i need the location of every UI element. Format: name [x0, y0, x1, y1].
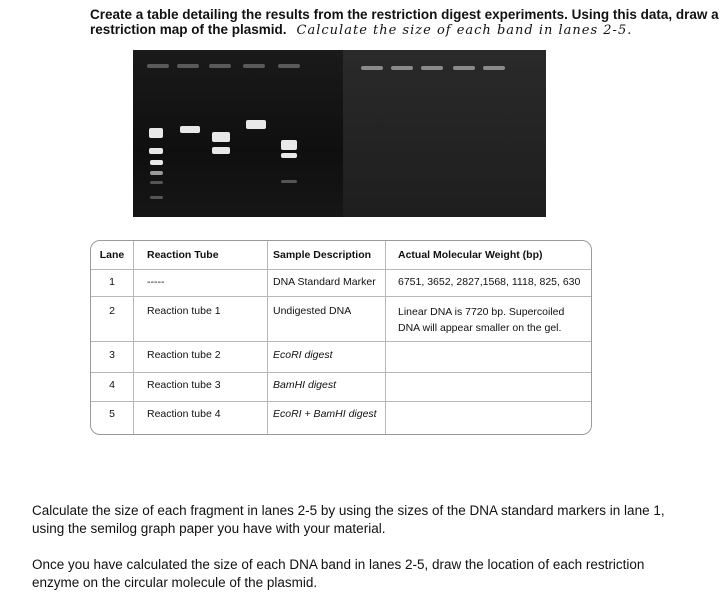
description-cell: EcoRI + BamHI digest	[273, 408, 377, 420]
gel-band	[149, 128, 163, 138]
handwritten-note: Calculate the size of each band in lanes 2-5.	[296, 23, 633, 38]
header-line-2	[90, 22, 710, 38]
description-cell: EcoRI digest	[273, 349, 333, 361]
tube-cell: -----	[147, 276, 165, 288]
results-table	[90, 240, 592, 435]
gel-band	[281, 153, 297, 158]
gel-band	[150, 181, 163, 184]
gel-well	[391, 66, 413, 70]
instruction-paragraph-2: Once you have calculated the size of each DNA band in lanes 2-5, draw the location of each restriction enzyme on the circular molecule of the plasmid.	[32, 557, 645, 590]
gel-well	[483, 66, 505, 70]
lane-cell: 4	[109, 379, 115, 391]
gel-band	[212, 132, 230, 142]
gel-right-panel	[343, 50, 546, 217]
gel-band	[149, 148, 163, 154]
header-line-1: Create a table detailing the results from the restriction digest experiments. Using this data, draw a	[90, 7, 719, 22]
description-cell: BamHI digest	[273, 379, 337, 391]
description-cell: Undigested DNA	[273, 305, 352, 317]
header-lane: Lane	[99, 249, 125, 261]
gel-band	[212, 147, 230, 154]
header-reaction-tube: Reaction Tube	[147, 249, 219, 261]
molecular-weight-cell: 6751, 3652, 2827,1568, 1118, 825, 630	[398, 276, 581, 288]
gel-well	[147, 64, 169, 68]
table-row	[91, 269, 591, 297]
tube-cell: Reaction tube 1	[147, 305, 221, 317]
gel-well	[209, 64, 231, 68]
gel-well	[278, 64, 300, 68]
gel-band	[180, 126, 200, 133]
gel-well	[361, 66, 383, 70]
tube-cell: Reaction tube 4	[147, 408, 221, 420]
tube-cell: Reaction tube 3	[147, 379, 221, 391]
gel-band	[246, 120, 266, 129]
instructions-header	[90, 7, 719, 38]
tube-cell: Reaction tube 2	[147, 349, 221, 361]
gel-well	[421, 66, 443, 70]
gel-band	[150, 171, 163, 175]
instruction-paragraph-1: Calculate the size of each fragment in lanes 2-5 by using the sizes of the DNA standard markers in lane 1, using the semilog graph paper you have with your material.	[32, 503, 665, 536]
header-line-2-text: restriction map of the plasmid.	[90, 22, 287, 37]
header-sample-description: Sample Description	[273, 249, 372, 261]
gel-well	[243, 64, 265, 68]
table-row	[91, 296, 591, 342]
lane-cell: 3	[109, 349, 115, 361]
gel-band	[281, 180, 297, 183]
header-molecular-weight: Actual Molecular Weight (bp)	[398, 249, 543, 261]
description-cell: DNA Standard Marker	[273, 276, 376, 288]
gel-image	[133, 50, 546, 217]
table-row	[91, 341, 591, 373]
molecular-weight-cell: Linear DNA is 7720 bp. Supercoiled DNA will appear smaller on the gel.	[398, 306, 565, 334]
gel-well	[453, 66, 475, 70]
lane-cell: 1	[109, 276, 115, 288]
lane-cell: 2	[109, 305, 115, 317]
table-header-row	[91, 241, 591, 270]
table-row	[91, 372, 591, 402]
lane-cell: 5	[109, 408, 115, 420]
table-row	[91, 401, 591, 434]
gel-band	[150, 196, 163, 199]
gel-band	[281, 140, 297, 150]
gel-band	[150, 160, 163, 165]
gel-well	[177, 64, 199, 68]
